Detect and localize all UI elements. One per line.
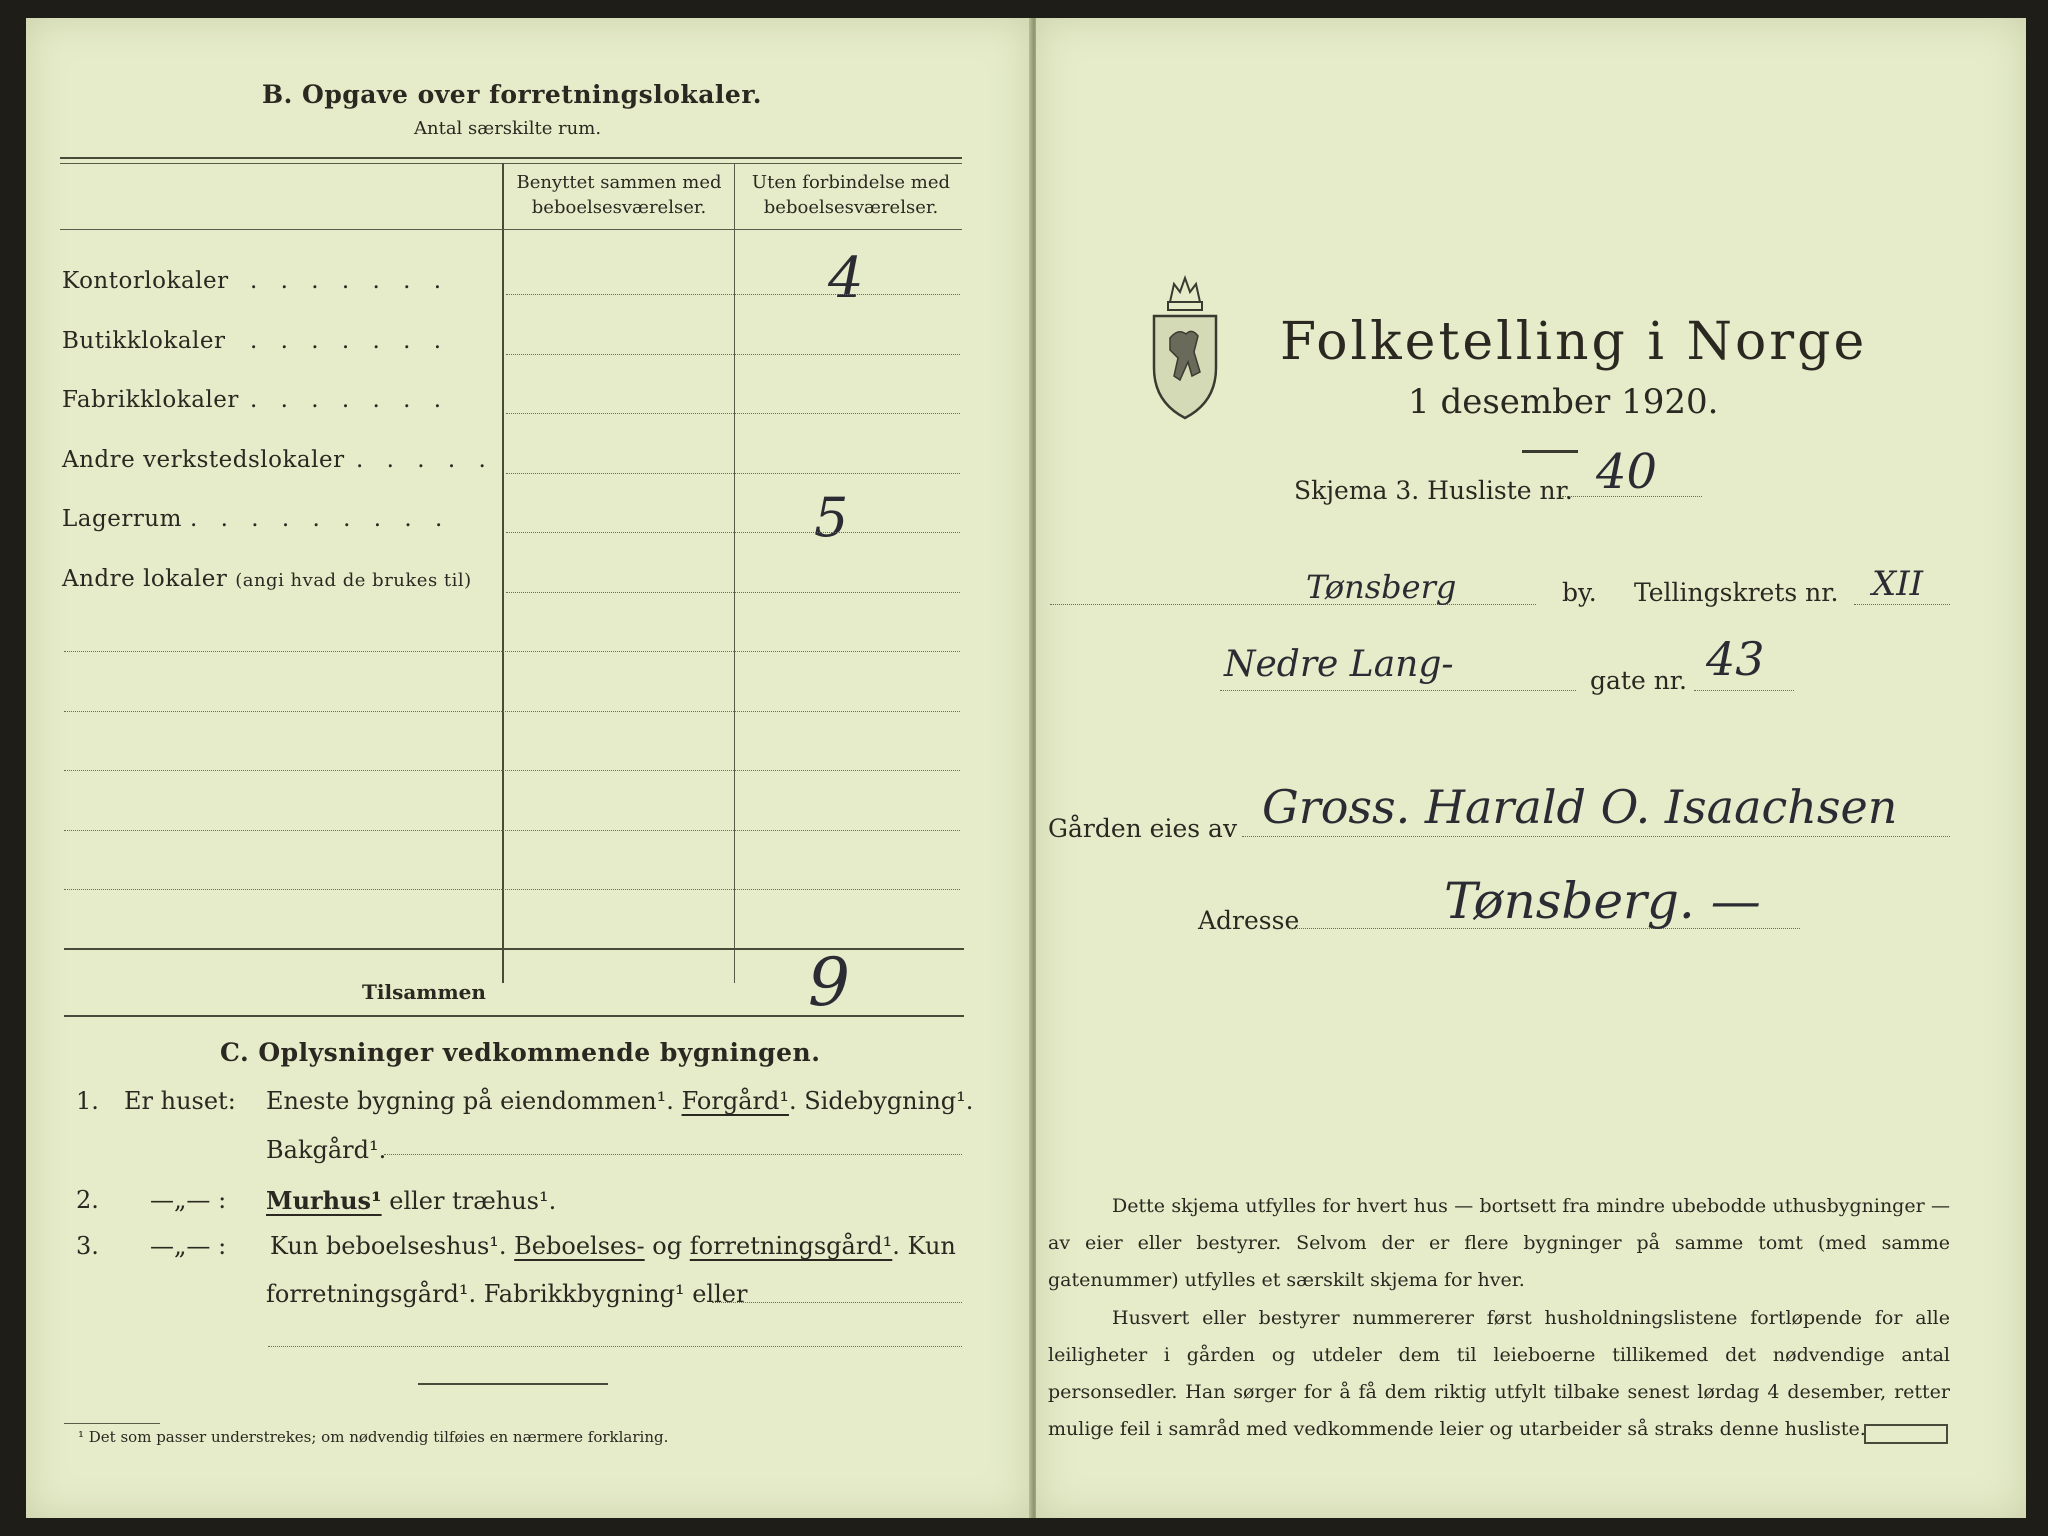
row-label-kontor: Kontorlokaler <box>62 268 229 294</box>
row-rule <box>64 830 960 831</box>
row-rule <box>506 532 960 533</box>
item-1-lead: Er huset: <box>124 1087 236 1115</box>
murhus-underlined: Murhus¹ <box>266 1186 382 1215</box>
coat-of-arms-icon <box>1148 272 1222 422</box>
section-c-title: C. Oplysninger vedkommende bygningen. <box>220 1038 821 1067</box>
item-1-number: 1. <box>76 1087 99 1115</box>
row-rule <box>506 413 960 414</box>
column-header-1: Benyttet sammen med beboelsesværelser. <box>516 172 722 218</box>
forretningsgard-underlined: forretningsgård¹ <box>689 1232 893 1260</box>
table-bottom-rule <box>64 1015 964 1017</box>
item-3-lead: —„— : <box>150 1232 227 1260</box>
table-top-rule-2 <box>60 163 962 164</box>
gate-line <box>1694 690 1794 691</box>
column-header-2: Uten forbindelse med beboelsesværelser. <box>751 172 951 218</box>
item-1-text: Eneste bygning på eiendommen¹. Forgård¹. Sidebygning¹. <box>266 1087 974 1115</box>
owner-line <box>1242 836 1950 837</box>
item-3-text: Kun beboelseshus¹. Beboelses- og forretningsgård¹. Kun <box>270 1232 956 1260</box>
row-rule <box>64 770 960 771</box>
total-label: Tilsammen <box>362 980 486 1004</box>
table-vline-2 <box>734 163 735 983</box>
table-top-rule <box>60 157 962 159</box>
row-rule <box>506 473 960 474</box>
document-title: Folketelling i Norge <box>1280 312 1868 372</box>
city-handwritten: Tønsberg <box>1306 568 1457 606</box>
by-label: by. <box>1562 578 1597 607</box>
section-b-title: B. Opgave over forretningslokaler. <box>262 80 762 109</box>
section-b-subtitle: Antal særskilte rum. <box>414 118 602 139</box>
row-rule <box>506 354 960 355</box>
krets-number: XII <box>1872 564 1924 604</box>
schema-label: Skjema 3. Husliste nr. <box>1294 476 1573 505</box>
street-handwritten: Nedre Lang- <box>1224 644 1454 685</box>
table-header-rule <box>60 229 962 230</box>
item-2-number: 2. <box>76 1186 99 1214</box>
owner-label: Gården eies av <box>1048 814 1238 843</box>
row-dots: . . . . . <box>356 447 494 473</box>
husliste-number: 40 <box>1596 444 1658 500</box>
row-dots: . . . . . . . <box>250 268 450 294</box>
total-value: 9 <box>808 944 850 1021</box>
instructions-paragraph-2: Husvert eller bestyrer nummererer først husholdningslistene fortløpende for alle leiligheter i gården og utdeler dem til leieboerne tillikemed det nødvendige antal personsedler. Han sørger for å få dem riktig utfylt tilbake senest lørdag 4 desember, retter mulige feil i samråd med vedkommende leier og utarbeider så straks denne husliste. <box>1048 1307 1950 1440</box>
address-handwritten: Tønsberg. — <box>1444 872 1761 930</box>
row-rule <box>64 651 960 652</box>
date-rule <box>1522 450 1578 453</box>
gate-number: 43 <box>1706 632 1765 686</box>
gate-label: gate nr. <box>1590 666 1687 695</box>
instructions-paragraph-1: Dette skjema utfylles for hvert hus — bortsett fra mindre ubebodde uthusbygninger — av eier eller bestyrer. Selvom der er flere bygninger på samme tomt (med samme gatenummer) utfylles et særskilt skjema for hver. <box>1048 1195 1950 1291</box>
row-dots: . . . . . . . <box>250 387 450 413</box>
address-label: Adresse <box>1198 906 1300 935</box>
krets-line <box>1854 604 1950 605</box>
owner-handwritten: Gross. Harald O. Isaachsen <box>1262 780 1898 834</box>
footnote: ¹ Det som passer understrekes; om nødvendig tilføies en nærmere forklaring. <box>78 1428 669 1446</box>
street-line <box>1220 690 1576 691</box>
row-rule <box>506 592 960 593</box>
printer-stamp-icon <box>1864 1424 1948 1444</box>
row-label-verksted: Andre verkstedslokaler <box>62 447 345 473</box>
item-3-line-2: forretningsgård¹. Fabrikkbygning¹ eller <box>266 1280 748 1308</box>
item-2-lead: —„— : <box>150 1186 227 1214</box>
short-rule <box>418 1383 608 1385</box>
row-label-andre: Andre lokaler (angi hvad de brukes til) <box>62 566 472 592</box>
extra-line <box>268 1346 962 1347</box>
item-1-line <box>384 1154 962 1155</box>
row-dots: . . . . . . . <box>250 328 450 354</box>
lager-value: 5 <box>814 486 849 549</box>
city-line <box>1050 604 1536 605</box>
row-label-lager: Lagerrum <box>62 506 182 532</box>
row-rule <box>64 711 960 712</box>
item-2-text: Murhus¹ eller træhus¹. <box>266 1186 557 1215</box>
table-vline-1 <box>502 163 504 983</box>
item-3-line <box>712 1302 962 1303</box>
row-rule <box>64 889 960 890</box>
row-rule <box>506 294 960 295</box>
item-1-bakgard: Bakgård¹. <box>266 1136 387 1164</box>
kontor-value: 4 <box>828 246 864 311</box>
row-label-fabrikk: Fabrikklokaler <box>62 387 239 413</box>
beboelses-underlined: Beboelses- <box>514 1232 645 1260</box>
tellingskrets-label: Tellingskrets nr. <box>1634 578 1839 607</box>
footnote-rule <box>64 1423 160 1424</box>
census-date: 1 desember 1920. <box>1408 382 1719 422</box>
item-3-number: 3. <box>76 1232 99 1260</box>
row-label-butikk: Butikklokaler <box>62 328 226 354</box>
forgard-underlined: Forgård¹ <box>681 1087 789 1115</box>
row-dots: . . . . . . . . . <box>190 506 451 532</box>
